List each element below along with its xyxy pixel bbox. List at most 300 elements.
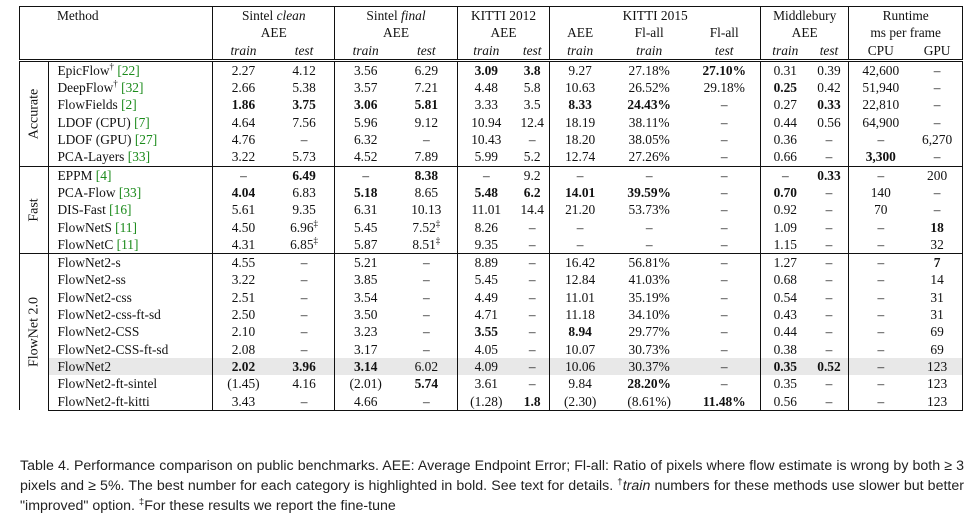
method-cell <box>49 375 213 392</box>
value-cell: 3.54 <box>353 289 378 305</box>
value-cell: 32 <box>912 236 962 254</box>
header-aee: AEE <box>567 25 594 41</box>
table-row <box>20 60 963 79</box>
method-cell <box>49 166 213 184</box>
value-cell: – <box>849 166 912 184</box>
method-name: FlowNet2-css <box>57 289 132 305</box>
citation-link[interactable]: [33] <box>127 149 151 165</box>
value-cell: 0.92 <box>773 202 797 218</box>
value-cell: 2.50 <box>231 307 256 323</box>
value-cell: – <box>688 375 760 392</box>
value-cell: – <box>688 341 760 358</box>
value-cell: – <box>810 236 849 254</box>
value-cell: 0.33 <box>810 96 849 113</box>
value-cell: 3.5 <box>515 96 550 113</box>
value-cell: 4.52 <box>353 149 378 165</box>
value-cell: 24.43% <box>627 97 671 113</box>
value-cell: – <box>515 358 550 375</box>
value-cell: – <box>576 236 584 252</box>
value-cell: – <box>877 289 885 305</box>
value-cell: 0.27 <box>773 97 797 113</box>
value-cell: 0.35 <box>773 376 797 392</box>
value-cell: 5.81 <box>396 96 457 113</box>
value-cell: 0.54 <box>773 289 797 305</box>
citation-link[interactable]: [4] <box>95 167 112 183</box>
value-cell: 123 <box>912 393 962 411</box>
method-cell <box>49 79 213 96</box>
value-cell: 16.42 <box>550 254 610 272</box>
table-row <box>20 166 963 184</box>
value-cell: 8.38 <box>396 166 457 184</box>
value-cell: 30.73% <box>628 341 670 357</box>
method-name: FlowNet2-ft-kitti <box>57 393 150 409</box>
value-cell: 4.76 <box>231 132 256 148</box>
table-row <box>20 254 963 272</box>
value-cell: – <box>688 201 760 218</box>
method-name: EPPM <box>57 167 93 183</box>
method-name: DIS-Fast <box>57 202 106 218</box>
header-aee: AEE <box>213 24 335 41</box>
value-cell: 14.4 <box>515 201 550 218</box>
method-cell <box>49 114 213 131</box>
method-cell <box>49 131 213 148</box>
method-name: FlowNet2-ft-sintel <box>57 376 158 392</box>
table-row <box>20 148 963 166</box>
value-cell: – <box>912 184 962 201</box>
method-name: FlowNet2-css-ft-sd <box>57 307 161 323</box>
table-row <box>20 289 963 306</box>
value-cell: – <box>515 341 550 358</box>
value-cell: 0.56 <box>760 393 809 411</box>
group-label: Accurate <box>20 60 49 166</box>
value-cell: 3,300 <box>865 149 896 165</box>
value-cell: – <box>810 201 849 218</box>
value-cell: 5.2 <box>515 148 550 166</box>
value-cell: 3.14 <box>335 358 396 375</box>
value-cell: – <box>810 254 849 272</box>
value-cell: – <box>515 323 550 340</box>
value-cell: 0.43 <box>773 307 797 323</box>
value-cell: – <box>396 131 457 148</box>
value-cell: – <box>810 184 849 201</box>
method-cell <box>49 201 213 218</box>
value-cell: – <box>396 306 457 323</box>
citation-link[interactable]: [7] <box>134 114 150 130</box>
method-cell <box>49 184 213 201</box>
value-cell: – <box>688 271 760 288</box>
value-cell: – <box>645 219 653 235</box>
table-row <box>20 306 963 323</box>
citation-link[interactable]: [33] <box>118 184 142 200</box>
value-cell: 69 <box>912 323 962 340</box>
value-cell: 0.52 <box>810 358 849 375</box>
value-cell: 4.66 <box>335 393 396 411</box>
method-cell <box>49 323 213 340</box>
table-row <box>20 96 963 113</box>
header-row-2 <box>20 24 963 41</box>
method-name: LDOF (CPU) <box>57 114 131 130</box>
value-cell: – <box>688 184 760 201</box>
value-cell: 70 <box>874 202 888 218</box>
method-name: FlowNet2-CSS <box>57 324 140 340</box>
value-cell: – <box>810 289 849 306</box>
value-cell: 56.81% <box>610 254 689 272</box>
value-cell: – <box>396 323 457 340</box>
value-cell: 7 <box>912 254 962 272</box>
header-aee: AEE <box>335 24 457 41</box>
value-cell: 21.20 <box>565 202 596 218</box>
dagger-mark: † <box>109 61 115 72</box>
value-cell: – <box>912 148 962 166</box>
value-cell: 27.10% <box>688 60 760 79</box>
value-cell: 38.05% <box>628 132 670 148</box>
value-cell: – <box>515 289 550 306</box>
value-cell: 11.01 <box>471 202 502 218</box>
value-cell: – <box>396 254 457 272</box>
method-name: FlowNet2-CSS-ft-sd <box>57 341 169 357</box>
value-cell: 2.10 <box>231 324 256 340</box>
header-ms-per-frame: ms per frame <box>849 24 963 41</box>
value-cell: – <box>515 254 550 272</box>
table-row <box>20 131 963 148</box>
value-cell: 5.38 <box>274 79 335 96</box>
value-cell: 31 <box>912 306 962 323</box>
value-cell: 0.70 <box>773 184 797 200</box>
value-cell: 12.84 <box>565 272 596 288</box>
value-cell: 10.94 <box>471 114 502 130</box>
header-aee: AEE <box>457 24 550 41</box>
value-cell: 10.63 <box>565 80 596 96</box>
value-cell: 6.83 <box>274 184 335 201</box>
value-cell: 5.45 <box>474 272 498 288</box>
value-cell: 9.35 <box>274 201 335 218</box>
value-cell: 31 <box>912 289 962 306</box>
value-cell: 7.52‡ <box>396 219 457 236</box>
value-cell: 0.44 <box>773 324 797 340</box>
value-cell: 4.71 <box>474 307 498 323</box>
table-row <box>20 341 963 358</box>
value-cell: 8.65 <box>396 184 457 201</box>
value-cell: 4.48 <box>474 80 498 96</box>
value-cell: 53.73% <box>628 202 670 218</box>
value-cell: 18.20 <box>565 132 596 148</box>
table-row <box>20 201 963 218</box>
method-cell <box>49 219 213 236</box>
value-cell: 10.13 <box>396 201 457 218</box>
value-cell: 6.2 <box>515 184 550 201</box>
method-cell <box>49 60 213 79</box>
value-cell: – <box>810 375 849 392</box>
double-dagger-mark: ‡ <box>313 218 319 229</box>
value-cell: – <box>688 131 760 148</box>
value-cell: 29.18% <box>688 79 760 96</box>
value-cell: 4.31 <box>231 236 256 252</box>
value-cell: 3.50 <box>353 307 378 323</box>
value-cell: 6.31 <box>353 202 378 218</box>
value-cell: – <box>688 114 760 131</box>
value-cell: 8.33 <box>568 97 592 113</box>
value-cell: 0.38 <box>773 341 797 357</box>
table-row <box>20 323 963 340</box>
method-cell <box>49 358 213 375</box>
value-cell: 4.64 <box>231 114 256 130</box>
value-cell: – <box>849 254 912 272</box>
value-cell: (2.30) <box>550 393 610 411</box>
value-cell: – <box>274 306 335 323</box>
method-cell <box>49 236 213 254</box>
value-cell: 4.12 <box>274 60 335 79</box>
value-cell: 4.16 <box>274 375 335 392</box>
value-cell: – <box>810 219 849 236</box>
value-cell: – <box>274 254 335 272</box>
value-cell: – <box>396 393 457 411</box>
value-cell: 5.74 <box>396 375 457 392</box>
value-cell: 0.39 <box>810 60 849 79</box>
value-cell: 6.29 <box>396 60 457 79</box>
header-flall: Fl-all <box>634 25 664 41</box>
citation-link[interactable]: [16] <box>109 202 132 218</box>
value-cell: 0.25 <box>773 80 797 96</box>
value-cell: – <box>810 393 849 411</box>
value-cell: 3.09 <box>457 60 515 79</box>
value-cell: 9.2 <box>515 166 550 184</box>
value-cell: 0.31 <box>760 60 809 79</box>
table-row <box>20 184 963 201</box>
value-cell: – <box>688 219 760 236</box>
value-cell: – <box>877 219 885 235</box>
value-cell: 1.27 <box>760 254 809 272</box>
value-cell: – <box>760 166 809 184</box>
value-cell: 4.49 <box>474 289 498 305</box>
value-cell: 7.21 <box>396 79 457 96</box>
method-cell <box>49 289 213 306</box>
value-cell: 2.02 <box>213 358 274 375</box>
table-body <box>20 60 963 410</box>
value-cell: – <box>810 341 849 358</box>
value-cell: 0.56 <box>810 114 849 131</box>
value-cell: 200 <box>912 166 962 184</box>
value-cell: – <box>515 271 550 288</box>
value-cell: – <box>849 393 912 411</box>
value-cell: 8.26 <box>474 219 498 235</box>
method-name: FlowNet2 <box>57 358 112 374</box>
value-cell: 0.44 <box>773 114 797 130</box>
value-cell: 2.08 <box>231 341 256 357</box>
method-name: DeepFlow <box>57 80 114 96</box>
value-cell: 5.96 <box>353 114 378 130</box>
table-row <box>20 393 963 411</box>
citation-link[interactable]: [11] <box>115 219 137 235</box>
double-dagger-mark: ‡ <box>435 218 441 229</box>
value-cell: – <box>515 131 550 148</box>
value-cell: 3.22 <box>231 272 256 288</box>
citation-link[interactable]: [32] <box>121 80 144 96</box>
value-cell: 123 <box>912 358 962 375</box>
header-kitti2012: KITTI 2012 <box>457 7 550 25</box>
value-cell: 2.51 <box>231 289 256 305</box>
value-cell: – <box>912 114 962 131</box>
value-cell: – <box>912 201 962 218</box>
value-cell: 34.10% <box>628 307 670 323</box>
value-cell: – <box>688 358 760 375</box>
value-cell: – <box>912 60 962 79</box>
table-row <box>20 219 963 236</box>
value-cell: 18 <box>912 219 962 236</box>
value-cell: 9.84 <box>568 376 592 392</box>
value-cell: 29.77% <box>628 324 670 340</box>
value-cell: 0.33 <box>810 166 849 184</box>
method-name: EpicFlow <box>57 62 110 78</box>
value-cell: – <box>877 307 885 323</box>
value-cell: 27.18% <box>610 60 689 79</box>
value-cell: (1.28) <box>457 393 515 411</box>
value-cell: – <box>688 289 760 306</box>
value-cell: 8.51‡ <box>396 236 457 254</box>
value-cell: 3.85 <box>353 272 378 288</box>
value-cell: 14 <box>912 271 962 288</box>
value-cell: 9.35 <box>474 236 498 252</box>
value-cell: 3.61 <box>474 376 498 392</box>
value-cell: (8.61%) <box>610 393 689 411</box>
value-cell: 5.45 <box>353 219 378 235</box>
value-cell: 0.68 <box>773 272 797 288</box>
value-cell: 51,940 <box>862 80 900 96</box>
value-cell: 12.4 <box>515 114 550 131</box>
table-row <box>20 79 963 96</box>
value-cell: 27.26% <box>628 149 670 165</box>
value-cell: 11.48% <box>688 393 760 411</box>
group-label: FlowNet 2.0 <box>20 254 49 411</box>
header-corner <box>20 7 49 25</box>
value-cell: (1.45) <box>227 376 260 392</box>
value-cell: 9.27 <box>550 60 610 79</box>
value-cell: – <box>457 166 515 184</box>
value-cell: 5.99 <box>474 149 498 165</box>
value-cell: 3.22 <box>231 149 256 165</box>
method-name: FlowNetS <box>57 219 112 235</box>
value-cell: – <box>688 148 760 166</box>
value-cell: – <box>274 289 335 306</box>
value-cell: 69 <box>912 341 962 358</box>
value-cell: – <box>645 236 653 252</box>
method-cell <box>49 306 213 323</box>
value-cell: 5.61 <box>231 202 256 218</box>
method-name: PCA-Flow <box>57 184 116 200</box>
value-cell: – <box>688 323 760 340</box>
value-cell: 1.09 <box>773 219 797 235</box>
value-cell: 3.57 <box>353 80 378 96</box>
value-cell: 6,270 <box>912 131 962 148</box>
citation-link[interactable]: [22] <box>117 62 140 78</box>
value-cell: 5.87 <box>353 236 378 252</box>
value-cell: – <box>877 272 885 288</box>
header-middlebury: Middlebury <box>760 7 848 25</box>
value-cell: 0.66 <box>773 149 797 165</box>
value-cell: 8.94 <box>568 324 592 340</box>
value-cell: 6.85‡ <box>274 236 335 254</box>
value-cell: (2.01) <box>349 376 382 392</box>
method-name: FlowNet2-ss <box>57 272 126 288</box>
value-cell: 6.32 <box>353 132 378 148</box>
value-cell: 4.09 <box>457 358 515 375</box>
value-cell: 5.18 <box>353 184 378 200</box>
value-cell: – <box>810 306 849 323</box>
method-name: FlowFields <box>57 97 118 113</box>
value-cell: 5.73 <box>274 148 335 166</box>
value-cell: – <box>274 131 335 148</box>
value-cell: 4.55 <box>213 254 274 272</box>
value-cell: 22,810 <box>862 97 900 113</box>
value-cell: – <box>274 323 335 340</box>
value-cell: 39.59% <box>627 184 671 200</box>
value-cell: 14.01 <box>565 184 596 200</box>
value-cell: – <box>576 219 584 235</box>
header-runtime: Runtime <box>849 7 963 25</box>
value-cell: 10.07 <box>565 341 596 357</box>
value-cell: 140 <box>870 184 891 200</box>
value-cell: 28.20% <box>627 376 671 392</box>
value-cell: – <box>274 393 335 411</box>
value-cell: 35.19% <box>628 289 670 305</box>
value-cell: 0.42 <box>810 79 849 96</box>
value-cell: – <box>274 341 335 358</box>
value-cell: – <box>810 323 849 340</box>
value-cell: 6.96‡ <box>274 219 335 236</box>
value-cell: 0.36 <box>773 132 797 148</box>
value-cell: 3.96 <box>274 358 335 375</box>
group-label: Fast <box>20 166 49 253</box>
value-cell: – <box>810 148 849 166</box>
table-row <box>20 358 963 375</box>
value-cell: 3.8 <box>515 60 550 79</box>
method-name: PCA-Layers <box>57 149 125 165</box>
value-cell: 6.02 <box>396 358 457 375</box>
value-cell: 5.8 <box>515 79 550 96</box>
value-cell: – <box>688 96 760 113</box>
value-cell: 5.48 <box>474 184 498 200</box>
method-cell <box>49 271 213 288</box>
value-cell: – <box>810 131 849 148</box>
value-cell: 10.06 <box>550 358 610 375</box>
value-cell: 38.11% <box>628 114 670 130</box>
value-cell: 9.12 <box>396 114 457 131</box>
method-cell <box>49 148 213 166</box>
value-cell: 26.52% <box>628 80 670 96</box>
citation-link[interactable]: [11] <box>116 236 139 252</box>
value-cell: 30.37% <box>610 358 689 375</box>
method-cell <box>49 96 213 113</box>
value-cell: – <box>396 289 457 306</box>
value-cell: 7.56 <box>274 114 335 131</box>
citation-link[interactable]: [2] <box>121 97 137 113</box>
header-row-3: train test train test train test train train test train test CPU GPU <box>20 42 963 61</box>
citation-link[interactable]: [27] <box>134 132 158 148</box>
value-cell: – <box>877 324 885 340</box>
value-cell: – <box>515 306 550 323</box>
method-name: LDOF (GPU) <box>57 132 132 148</box>
value-cell: – <box>688 306 760 323</box>
method-cell <box>49 341 213 358</box>
double-dagger-mark: ‡ <box>313 235 319 246</box>
value-cell: – <box>877 132 885 148</box>
value-cell: 11.18 <box>565 307 595 323</box>
value-cell: 42,600 <box>849 60 912 79</box>
value-cell: – <box>849 358 912 375</box>
header-aee: AEE <box>760 24 848 41</box>
value-cell: 1.15 <box>773 236 797 252</box>
value-cell: 1.86 <box>231 97 256 113</box>
value-cell: – <box>213 166 274 184</box>
